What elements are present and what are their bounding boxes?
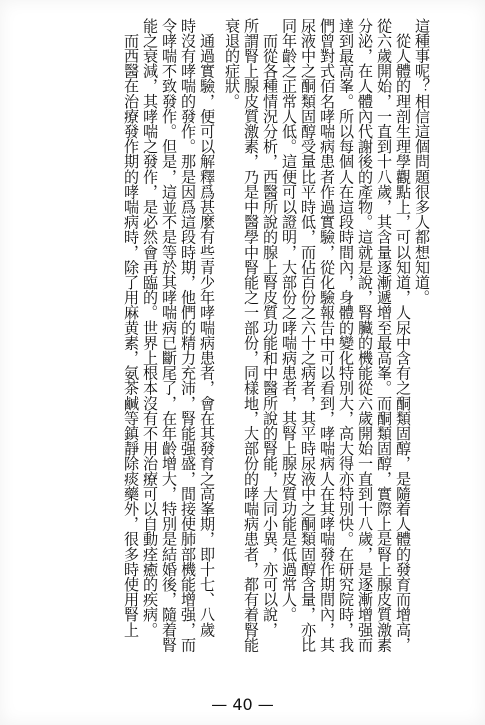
text-column-13: 時沒有哮喘的發作。那是因爲這段時期，他們的精力充沛，腎能强盛，間接使肺部機能增强，而 [179, 18, 197, 653]
text-columns [92, 18, 430, 683]
page-body [92, 18, 430, 683]
text-column-8: 同年齡之正常人低。這便可以證明，大部份之哮喘病患者，其腎上腺皮質功能是低過常人。 [280, 18, 298, 622]
text-column-1: 這種事呢？相信這個問題很多人都想知道。 [413, 18, 431, 305]
text-column-14: 令哮喘不致發作。但是，這並不是等於其哮喘病已斷尾了，在年齡增大，特別是結婚後，隨着腎 [160, 18, 178, 653]
text-column-6: 們曾對式佰名哮喘病患者作過實驗，從化驗報告中可以看到，哮喘病人在其哮喘發作期間內，其 [318, 18, 336, 653]
text-column-11: 衰退的症狀。 [223, 18, 241, 109]
text-column-9: 而從各種情況分析，西醫所說的腺上腎皮質功能和中醫所說的腎能，大同小異，亦可以說， [261, 18, 279, 638]
text-column-4: 分泌，在人體內代謝後的產物。這就是說，腎臟的機能從六歲開始一直到十八歲，是逐漸增强而 [356, 18, 374, 653]
text-column-15: 能之衰減，其哮喘之發作，是必然會再臨的。世界上根本沒有不用治療可以自動痊癒的疾病。 [141, 18, 159, 638]
page-number: — 40 — [211, 695, 274, 714]
text-column-3: 從六歲開始，一直到十八歲，其含量逐漸遞增至最高峯。而酮類固醇，實際上是腎上腺皮質激素 [375, 18, 393, 653]
text-column-10: 所謂腎上腺皮質激素，乃是中醫學中腎能之一部份，同樣地，大部份的哮喘病患者，都有着腎能 [242, 18, 260, 653]
text-column-16: 而西醫在治療發作期的哮喘病時，除了用麻黄素，氨茶鹹等鎮靜除痰藥外，很多時使用腎上 [122, 18, 140, 638]
text-column-12: 通過實驗，便可以解釋爲甚麼有些青少年哮喘病患者，會在其發育之高峯期，即十七、八歲 [198, 18, 216, 638]
text-column-7: 尿液中之酮類固醇受量比平時低，而佔百份之六十之病者，其平時尿液中之酮類固醇含量，亦比 [299, 18, 317, 653]
text-column-2: 從人體的理剖生理學觀點上，可以知道，人尿中含有之酮類固醇，是隨着人體的發育而增高， [394, 18, 412, 653]
text-column-5: 達到最高峯。所以每個人在這段時間內，身體的變化特別大，高大得亦特別快。在研究院時，我 [337, 18, 355, 653]
